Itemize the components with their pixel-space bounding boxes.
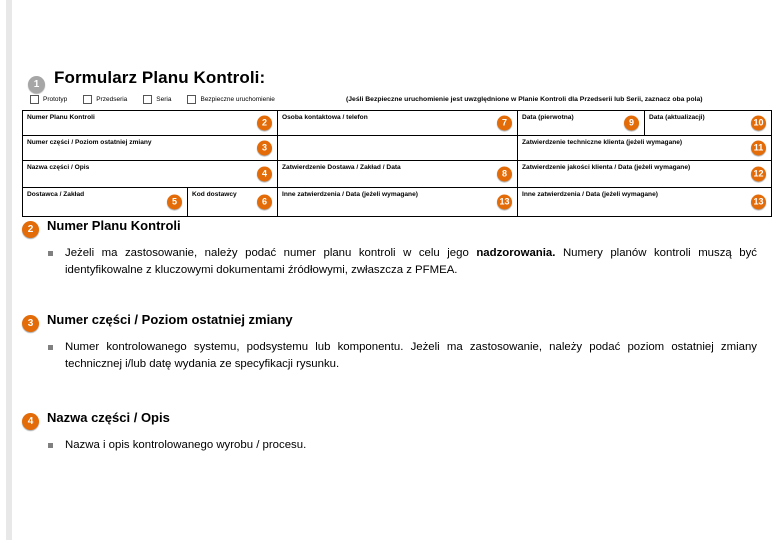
field-numer-czesci-poziom-zmiany[interactable]	[23, 136, 278, 160]
section-numer-planu-kontroli	[22, 218, 762, 279]
section-nazwa-czesci	[22, 410, 762, 454]
field-inne-zatwierdzenia-1[interactable]	[278, 188, 518, 216]
field-label: Inne zatwierdzenia / Data (jeżeli wymagane)	[522, 191, 658, 198]
callout-badge-3: 3	[257, 141, 272, 156]
phase-checkbox-group[interactable]	[30, 95, 291, 104]
callout-badge-5: 5	[167, 195, 182, 210]
callout-badge-10: 10	[751, 116, 766, 131]
page-title: Formularz Planu Kontroli:	[54, 67, 266, 87]
section-numer-czesci	[22, 312, 762, 373]
checkbox-box-icon[interactable]	[143, 95, 152, 104]
form-note: (Jeśli Bezpieczne uruchomienie jest uwzględnione w Planie Kontroli dla Przedserii lub Serii, zaznacz oba pola)	[346, 96, 703, 103]
field-label: Numer Planu Kontroli	[27, 114, 95, 121]
field-label: Zatwierdzenie jakości klienta / Data (jeżeli wymagane)	[522, 164, 691, 171]
callout-badge-7: 7	[497, 116, 512, 131]
section-title: Numer części / Poziom ostatniej zmiany	[47, 312, 293, 327]
callout-badge-4: 4	[22, 413, 39, 430]
field-label: Data (aktualizacji)	[649, 114, 705, 121]
field-label: Zatwierdzenie Dostawa / Zakład / Data	[282, 164, 401, 171]
field-zatwierdzenie-dostawa-zaklad-data[interactable]	[278, 161, 518, 187]
section-bullet	[48, 245, 762, 279]
checkbox-label: Prototyp	[43, 96, 68, 103]
field-label: Osoba kontaktowa / telefon	[282, 114, 368, 121]
checkbox-seria[interactable]	[143, 95, 171, 104]
callout-badge-3: 3	[22, 315, 39, 332]
checkbox-box-icon[interactable]	[187, 95, 196, 104]
control-plan-form-table	[22, 110, 772, 217]
form-row-4	[23, 188, 771, 216]
section-body: Nazwa i opis kontrolowanego wyrobu / procesu.	[65, 439, 307, 451]
section-heading	[22, 410, 762, 430]
field-label: Data (pierwotna)	[522, 114, 574, 121]
callout-badge-11: 11	[751, 141, 766, 156]
field-numer-planu-kontroli[interactable]	[23, 111, 278, 135]
field-kod-dostawcy[interactable]	[188, 188, 278, 216]
field-blank-contact[interactable]	[278, 136, 518, 160]
field-label: Dostawca / Zakład	[27, 191, 85, 198]
checkbox-box-icon[interactable]	[83, 95, 92, 104]
section-bullet	[48, 339, 762, 373]
document-title-row	[28, 62, 265, 93]
callout-badge-2: 2	[22, 221, 39, 238]
field-zatwierdzenie-techniczne-klienta[interactable]	[518, 136, 771, 160]
section-body: Numer kontrolowanego systemu, podsystemu lub komponentu. Jeżeli ma zastosowanie, należy podać poziom ostatniej zmiany technicznej i/lub datę wydania ze specyfikacji rysunku.	[65, 341, 757, 370]
callout-badge-4: 4	[257, 167, 272, 182]
section-title: Numer Planu Kontroli	[47, 218, 181, 233]
section-heading	[22, 218, 762, 238]
bullet-square-icon	[48, 443, 53, 448]
field-data-pierwotna[interactable]	[518, 111, 645, 135]
section-heading	[22, 312, 762, 332]
checkbox-label: Bezpieczne uruchomienie	[200, 96, 275, 103]
field-label: Inne zatwierdzenia / Data (jeżeli wymagane)	[282, 191, 418, 198]
callout-badge-6: 6	[257, 195, 272, 210]
field-label: Kod dostawcy	[192, 191, 237, 198]
checkbox-label: Seria	[156, 96, 172, 103]
field-nazwa-czesci-opis[interactable]	[23, 161, 278, 187]
field-label: Zatwierdzenie techniczne klienta (jeżeli wymagane)	[522, 139, 683, 146]
checkbox-prototyp[interactable]	[30, 95, 67, 104]
field-inne-zatwierdzenia-2[interactable]	[518, 188, 771, 216]
callout-badge-8: 8	[497, 167, 512, 182]
checkbox-box-icon[interactable]	[30, 95, 39, 104]
section-body: Jeżeli ma zastosowanie, należy podać numer planu kontroli w celu jego nadzorowania. Numery planów kontroli muszą być identyfikowalne z kluczowymi dokumentami źródłowymi, zwłaszcza z PFMEA.	[65, 247, 757, 276]
checkbox-przedseria[interactable]	[83, 95, 127, 104]
field-dostawca-zaklad[interactable]	[23, 188, 188, 216]
bullet-square-icon	[48, 345, 53, 350]
bullet-square-icon	[48, 251, 53, 256]
callout-badge-12: 12	[751, 167, 766, 182]
field-data-aktualizacji[interactable]	[645, 111, 771, 135]
field-osoba-kontaktowa-telefon[interactable]	[278, 111, 518, 135]
form-row-1	[23, 111, 771, 136]
page-left-margin-bar	[6, 0, 12, 540]
callout-badge-1: 1	[28, 76, 45, 93]
form-row-2	[23, 136, 771, 161]
checkbox-label: Przedseria	[96, 96, 128, 103]
callout-badge-9: 9	[624, 116, 639, 131]
field-zatwierdzenie-jakosci-klienta[interactable]	[518, 161, 771, 187]
checkbox-bezpieczne-uruchomienie[interactable]	[187, 95, 274, 104]
callout-badge-2: 2	[257, 116, 272, 131]
callout-badge-13a: 13	[497, 195, 512, 210]
field-label: Nazwa części / Opis	[27, 164, 90, 171]
field-label: Numer części / Poziom ostatniej zmiany	[27, 139, 152, 146]
section-bullet	[48, 437, 762, 454]
section-title: Nazwa części / Opis	[47, 410, 170, 425]
form-row-3	[23, 161, 771, 188]
callout-badge-13b: 13	[751, 195, 766, 210]
